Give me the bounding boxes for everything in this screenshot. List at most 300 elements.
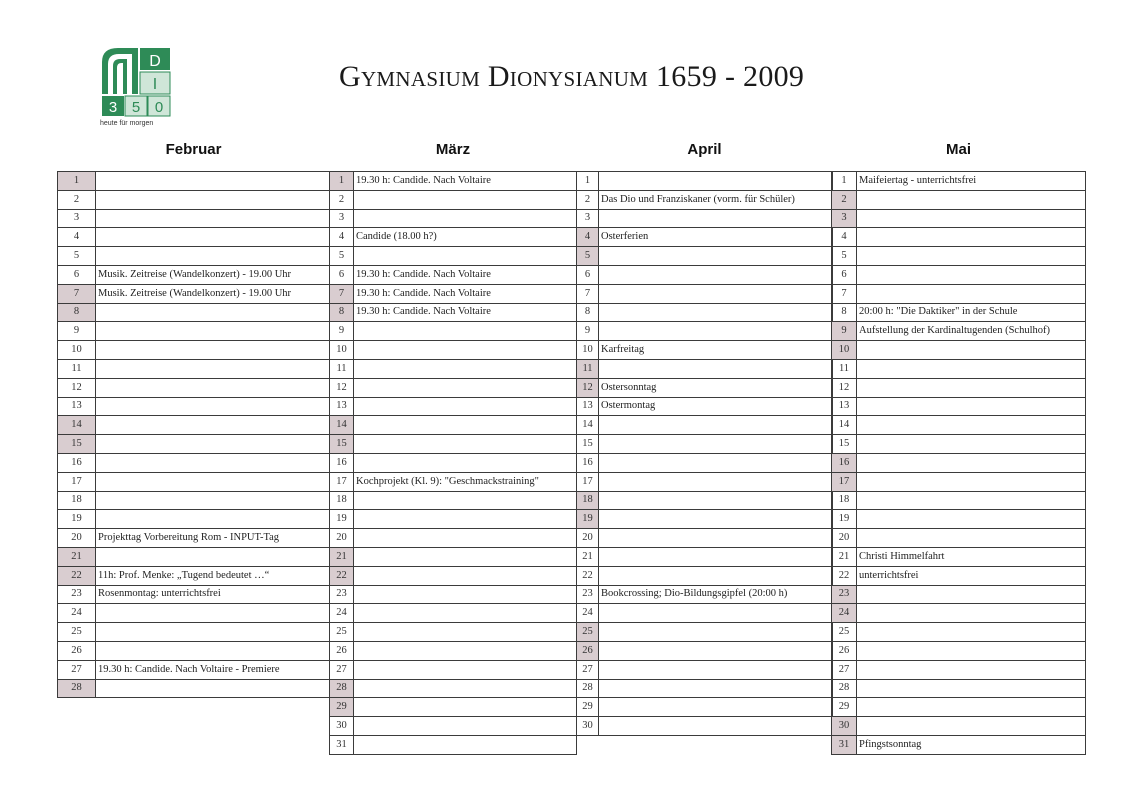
day-event [354,190,577,209]
day-number: 3 [832,209,857,228]
day-number: 7 [577,284,599,303]
day-row [330,698,577,717]
day-event [354,679,577,698]
day-event: 11h: Prof. Menke: „Tugend bedeutet …“ [96,566,330,585]
day-event [857,510,1086,529]
day-number: 17 [330,472,354,491]
day-row [330,623,577,642]
day-row [577,435,833,454]
day-number: 24 [832,604,857,623]
day-event: Das Dio und Franziskaner (vorm. für Schüler) [599,190,833,209]
logo-digit-3: 3 [108,99,118,116]
day-row [330,660,577,679]
day-row [58,660,330,679]
day-event [354,209,577,228]
day-event [857,416,1086,435]
day-row [330,416,577,435]
day-number: 7 [330,284,354,303]
day-number: 28 [577,679,599,698]
day-row [330,585,577,604]
day-number: 15 [577,435,599,454]
day-event: Kochprojekt (Kl. 9): "Geschmackstraining" [354,472,577,491]
day-number: 27 [330,660,354,679]
day-event [354,529,577,548]
day-row [832,435,1086,454]
day-event [599,604,833,623]
month-title: April [687,141,722,158]
day-row [58,585,330,604]
day-number: 8 [58,303,96,322]
day-number: 22 [330,566,354,585]
day-row [832,529,1086,548]
day-number: 11 [330,359,354,378]
day-row [832,641,1086,660]
day-row [58,284,330,303]
day-row [330,247,577,266]
day-event [354,604,577,623]
day-row [330,435,577,454]
day-row [330,341,577,360]
day-event [599,529,833,548]
day-number: 25 [330,623,354,642]
day-event: 19.30 h: Candide. Nach Voltaire - Premiere [96,660,330,679]
day-event [599,172,833,191]
day-row [832,247,1086,266]
day-event [599,491,833,510]
day-event [857,491,1086,510]
day-event [96,435,330,454]
day-event [354,547,577,566]
day-event [857,359,1086,378]
day-number: 13 [832,397,857,416]
day-row [330,453,577,472]
day-event [96,228,330,247]
logo-letter-d: D [149,53,161,70]
day-number: 2 [577,190,599,209]
day-event [354,341,577,360]
day-number: 7 [58,284,96,303]
day-event [354,491,577,510]
day-number: 12 [832,378,857,397]
day-number: 11 [577,359,599,378]
day-row [832,378,1086,397]
day-row [58,397,330,416]
day-number: 30 [577,717,599,736]
day-number: 6 [577,265,599,284]
day-number: 1 [832,172,857,191]
day-row [58,435,330,454]
day-number: 23 [832,585,857,604]
day-row [330,322,577,341]
day-event [599,698,833,717]
day-row [832,547,1086,566]
day-row [330,717,577,736]
day-number: 23 [330,585,354,604]
day-number: 12 [577,378,599,397]
day-event [857,341,1086,360]
day-event [354,698,577,717]
day-event [96,547,330,566]
day-row [330,284,577,303]
day-number: 15 [58,435,96,454]
day-number: 5 [577,247,599,266]
day-row [577,303,833,322]
day-number: 8 [832,303,857,322]
day-event: 19.30 h: Candide. Nach Voltaire [354,284,577,303]
day-number: 12 [330,378,354,397]
day-row [832,679,1086,698]
day-number: 13 [330,397,354,416]
day-number: 28 [330,679,354,698]
day-row [330,303,577,322]
day-number: 28 [832,679,857,698]
day-number: 3 [330,209,354,228]
day-number: 14 [577,416,599,435]
day-row [58,209,330,228]
day-event [599,435,833,454]
day-number: 16 [832,453,857,472]
day-row [577,585,833,604]
day-event [96,491,330,510]
day-number: 27 [577,660,599,679]
day-number: 11 [58,359,96,378]
day-number: 26 [330,641,354,660]
day-row [577,510,833,529]
day-event [96,416,330,435]
day-row [832,397,1086,416]
day-number: 11 [832,359,857,378]
day-row [330,378,577,397]
logo-letter-i: I [152,76,158,93]
day-event [599,660,833,679]
logo-digit-0: 0 [154,99,164,116]
day-row [330,679,577,698]
day-event [857,717,1086,736]
day-number: 20 [58,529,96,548]
day-event [599,679,833,698]
day-number: 28 [58,679,96,698]
day-number: 9 [330,322,354,341]
day-event [599,472,833,491]
day-event [354,623,577,642]
day-number: 19 [58,510,96,529]
calendar-table [576,171,833,736]
day-row [577,416,833,435]
day-event [599,717,833,736]
day-event [857,247,1086,266]
day-row [577,641,833,660]
day-row [58,265,330,284]
day-event [599,547,833,566]
day-number: 18 [577,491,599,510]
day-number: 30 [330,717,354,736]
day-event [96,641,330,660]
school-logo [100,46,172,131]
day-event [857,378,1086,397]
day-row [832,453,1086,472]
day-row [58,491,330,510]
day-event: 19.30 h: Candide. Nach Voltaire [354,172,577,191]
month-title: März [435,141,471,158]
day-row [58,510,330,529]
day-number: 4 [577,228,599,247]
day-event [354,510,577,529]
month-title: Mai [945,141,971,158]
day-row [330,735,577,754]
day-event [96,510,330,529]
day-row [577,284,833,303]
day-event [857,641,1086,660]
day-row [577,491,833,510]
day-row [577,698,833,717]
day-row [58,641,330,660]
day-number: 4 [832,228,857,247]
day-row [330,397,577,416]
day-row [832,172,1086,191]
day-number: 2 [832,190,857,209]
day-row [832,660,1086,679]
calendar-table [831,171,1086,755]
day-event [96,623,330,642]
day-number: 4 [58,228,96,247]
day-row [330,472,577,491]
day-row [58,472,330,491]
day-event [354,416,577,435]
day-number: 27 [58,660,96,679]
month-mai [831,141,1086,755]
day-event [96,359,330,378]
day-number: 27 [832,660,857,679]
day-row [577,228,833,247]
day-number: 18 [58,491,96,510]
day-event [96,172,330,191]
day-event [857,472,1086,491]
day-event [599,322,833,341]
day-number: 14 [330,416,354,435]
day-number: 13 [58,397,96,416]
day-number: 21 [832,547,857,566]
day-row [58,322,330,341]
day-row [577,265,833,284]
day-row [832,416,1086,435]
day-row [832,566,1086,585]
day-number: 14 [832,416,857,435]
day-row [577,172,833,191]
day-number: 26 [577,641,599,660]
day-number: 14 [58,416,96,435]
day-number: 16 [577,453,599,472]
day-event: Musik. Zeitreise (Wandelkonzert) - 19.00 Uhr [96,284,330,303]
day-event: Aufstellung der Kardinaltugenden (Schulhof) [857,322,1086,341]
day-row [832,359,1086,378]
day-event [96,341,330,360]
day-event [599,566,833,585]
day-number: 6 [330,265,354,284]
month-title: Februar [165,141,222,158]
day-row [832,717,1086,736]
day-event [354,641,577,660]
day-event: Ostersonntag [599,378,833,397]
day-event [354,322,577,341]
day-number: 16 [58,453,96,472]
calendar-table [57,171,330,698]
day-number: 3 [577,209,599,228]
day-row [832,265,1086,284]
day-event [96,472,330,491]
day-row [832,190,1086,209]
day-number: 29 [330,698,354,717]
day-event [599,247,833,266]
day-event: Osterferien [599,228,833,247]
day-row [577,190,833,209]
day-event [599,416,833,435]
day-event [96,247,330,266]
day-number: 19 [832,510,857,529]
day-event [857,698,1086,717]
day-event [857,190,1086,209]
day-number: 26 [832,641,857,660]
day-row [832,284,1086,303]
day-event [857,604,1086,623]
day-number: 19 [577,510,599,529]
day-row [832,322,1086,341]
day-event [96,322,330,341]
day-row [832,585,1086,604]
day-number: 21 [58,547,96,566]
day-number: 15 [832,435,857,454]
day-event [96,453,330,472]
day-event [96,397,330,416]
day-number: 20 [330,529,354,548]
day-number: 21 [577,547,599,566]
day-row [330,566,577,585]
day-event [599,359,833,378]
day-row [58,679,330,698]
day-row [58,529,330,548]
day-number: 12 [58,378,96,397]
day-row [330,209,577,228]
day-event [354,397,577,416]
day-number: 8 [577,303,599,322]
day-number: 2 [58,190,96,209]
day-event [857,529,1086,548]
day-row [58,378,330,397]
day-number: 3 [58,209,96,228]
logo-digit-5: 5 [131,99,141,116]
day-event [857,585,1086,604]
day-number: 31 [832,735,857,754]
day-number: 18 [330,491,354,510]
day-number: 5 [832,247,857,266]
day-row [577,378,833,397]
day-number: 10 [577,341,599,360]
day-row [577,247,833,266]
day-event [599,284,833,303]
day-event: 20:00 h: "Die Daktiker" in der Schule [857,303,1086,322]
day-event [96,209,330,228]
day-number: 23 [58,585,96,604]
day-event [96,190,330,209]
day-row [330,265,577,284]
day-row [58,228,330,247]
day-number: 24 [58,604,96,623]
day-row [577,679,833,698]
day-event [599,510,833,529]
day-row [58,247,330,266]
day-event: Musik. Zeitreise (Wandelkonzert) - 19.00 Uhr [96,265,330,284]
day-row [832,228,1086,247]
day-number: 4 [330,228,354,247]
day-row [58,172,330,191]
day-row [330,359,577,378]
day-event [857,623,1086,642]
day-event: Projekttag Vorbereitung Rom - INPUT-Tag [96,529,330,548]
day-number: 5 [58,247,96,266]
day-row [577,547,833,566]
day-row [58,547,330,566]
day-number: 31 [330,735,354,754]
day-event [354,585,577,604]
day-event [857,679,1086,698]
day-number: 13 [577,397,599,416]
day-row [832,510,1086,529]
day-event [857,284,1086,303]
day-event: unterrichtsfrei [857,566,1086,585]
day-event [96,604,330,623]
day-row [330,228,577,247]
day-number: 26 [58,641,96,660]
day-number: 1 [577,172,599,191]
day-row [58,359,330,378]
day-number: 9 [58,322,96,341]
day-event: Christi Himmelfahrt [857,547,1086,566]
day-number: 22 [832,566,857,585]
day-event [857,228,1086,247]
day-event [354,247,577,266]
day-number: 25 [58,623,96,642]
day-event [857,660,1086,679]
day-row [832,341,1086,360]
day-row [577,604,833,623]
day-row [832,303,1086,322]
day-number: 20 [832,529,857,548]
day-number: 1 [330,172,354,191]
day-event [599,209,833,228]
day-event [354,359,577,378]
day-event: Candide (18.00 h?) [354,228,577,247]
day-row [58,416,330,435]
day-row [58,341,330,360]
day-event [96,378,330,397]
day-row [577,472,833,491]
day-row [577,322,833,341]
day-event [354,435,577,454]
day-event [354,660,577,679]
day-number: 20 [577,529,599,548]
day-number: 15 [330,435,354,454]
day-event: Rosenmontag: unterrichtsfrei [96,585,330,604]
day-row [577,341,833,360]
day-number: 17 [832,472,857,491]
day-event [857,265,1086,284]
day-event [599,453,833,472]
day-row [577,453,833,472]
month-februar [57,141,330,698]
day-row [58,623,330,642]
day-event [599,303,833,322]
page-title: Gymnasium Dionysianum 1659 - 2009 [339,60,805,93]
day-number: 5 [330,247,354,266]
